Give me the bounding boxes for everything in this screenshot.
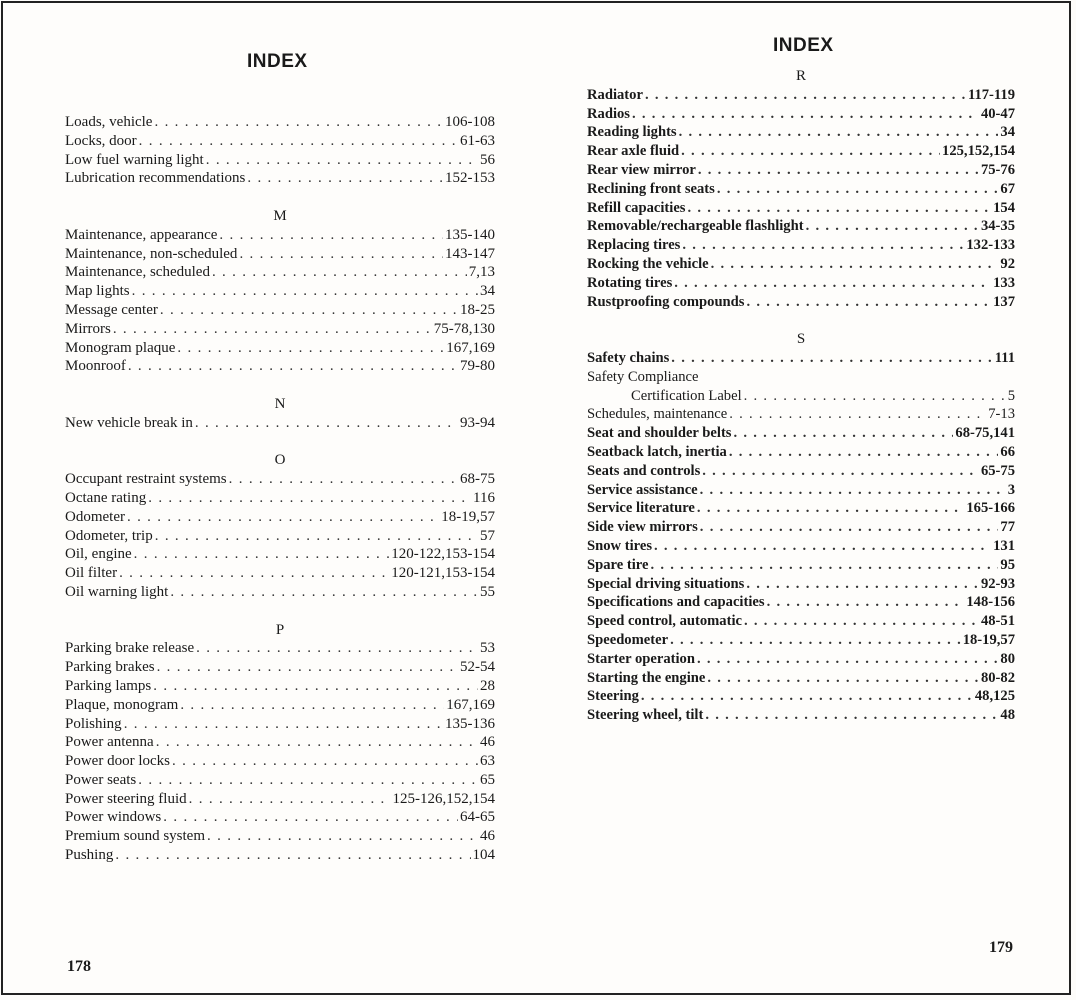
entry-pages: 34 (480, 283, 495, 300)
entry-term: Rear axle fluid (587, 143, 680, 160)
index-entry (587, 462, 1015, 481)
dot-leader (687, 199, 991, 218)
entry-term: Reclining front seats (587, 180, 715, 197)
dot-leader (746, 575, 979, 594)
entry-term: Occupant restraint systems (65, 471, 227, 488)
index-entry (587, 593, 1015, 612)
entry-pages: 75-76 (980, 161, 1015, 178)
index-entry (65, 132, 495, 151)
entry-pages: 34-35 (980, 218, 1015, 235)
dot-leader (189, 790, 391, 809)
entry-term: Message center (65, 301, 158, 318)
dot-leader (729, 443, 999, 462)
dot-leader (247, 169, 443, 188)
entry-pages: 67 (1000, 180, 1015, 197)
dot-leader (744, 612, 979, 631)
entry-term: Safety Compliance (587, 368, 699, 385)
index-entry (65, 245, 495, 264)
entry-term: Rear view mirror (587, 161, 696, 178)
index-entry (65, 658, 495, 677)
entry-term: Parking brake release (65, 640, 195, 657)
index-entry (65, 808, 495, 827)
entry-term: Steering (587, 688, 639, 705)
entry-term: Removable/rechargeable flashlight (587, 218, 804, 235)
dot-leader (115, 846, 470, 865)
entry-term: Seats and controls (587, 462, 701, 479)
entry-pages: 125-126,152,154 (392, 790, 495, 807)
entry-term: Refill capacities (587, 199, 686, 216)
dot-leader (746, 293, 991, 312)
index-entry (587, 556, 1015, 575)
dot-leader (697, 650, 998, 669)
entry-term: Replacing tires (587, 237, 681, 254)
dot-leader (744, 387, 1006, 406)
entry-pages: 3 (1007, 481, 1015, 498)
index-entry (587, 424, 1015, 443)
dot-leader (700, 518, 999, 537)
entry-term: Maintenance, appearance (65, 226, 218, 243)
entry-pages: 48 (1000, 707, 1015, 724)
index-entry (587, 405, 1015, 424)
index-entry (587, 255, 1015, 274)
entry-pages: 46 (480, 734, 495, 751)
dot-leader (767, 593, 965, 612)
index-entry (65, 696, 495, 715)
entry-term: Speedometer (587, 631, 669, 648)
dot-leader (681, 142, 940, 161)
index-column (587, 67, 1015, 725)
entry-term: Power seats (65, 771, 137, 788)
entry-pages: 117-119 (967, 86, 1015, 103)
dot-leader (650, 556, 998, 575)
dot-leader (124, 715, 443, 734)
dot-leader (157, 658, 458, 677)
index-entry (65, 226, 495, 245)
entry-pages: 95 (1000, 556, 1015, 573)
dot-leader (180, 696, 444, 715)
entry-pages: 63 (480, 753, 495, 770)
index-entry (587, 105, 1015, 124)
entry-pages: 135-136 (445, 715, 495, 732)
entry-term: Plaque, monogram (65, 696, 179, 713)
index-entry (65, 733, 495, 752)
entry-term: Maintenance, non-scheduled (65, 245, 238, 262)
entry-pages: 65 (480, 771, 495, 788)
dot-leader (119, 564, 389, 583)
entry-pages: 18-19,57 (962, 631, 1015, 648)
section-letter: R (795, 68, 806, 84)
entry-term: Radiator (587, 86, 643, 103)
entry-pages: 55 (480, 583, 495, 600)
entry-pages: 167,169 (446, 339, 495, 356)
entry-term: Premium sound system (65, 828, 206, 845)
index-entry (587, 687, 1015, 706)
index-entry (587, 217, 1015, 236)
dot-leader (733, 424, 953, 443)
entry-term: Rustproofing compounds (587, 293, 745, 310)
dot-leader (155, 527, 478, 546)
entry-pages: 48-51 (980, 613, 1015, 630)
entry-pages: 92 (1000, 255, 1015, 272)
entry-pages: 68-75,141 (955, 425, 1015, 442)
entry-pages: 77 (1000, 519, 1015, 536)
index-entry (65, 846, 495, 865)
entry-term: Steering wheel, tilt (587, 707, 704, 724)
dot-leader (196, 639, 478, 658)
index-entry (587, 161, 1015, 180)
index-entry (65, 508, 495, 527)
entry-term: Odometer, trip (65, 527, 153, 544)
index-entry (587, 612, 1015, 631)
dot-leader (195, 414, 458, 433)
page-number: 179 (989, 939, 1013, 956)
page-title: INDEX (247, 51, 308, 72)
entry-term: Schedules, maintenance (587, 406, 728, 423)
dot-leader (154, 113, 443, 132)
entry-pages: 65-75 (980, 462, 1015, 479)
index-entry (587, 481, 1015, 500)
index-entry (65, 320, 495, 339)
dot-leader (645, 86, 966, 105)
dot-leader (113, 320, 432, 339)
index-entry (587, 706, 1015, 725)
entry-term: Oil warning light (65, 583, 169, 600)
entry-term: Locks, door (65, 132, 137, 149)
entry-pages: 148-156 (966, 594, 1015, 611)
entry-pages: 104 (472, 847, 495, 864)
entry-pages: 28 (480, 677, 495, 694)
dot-leader (170, 583, 478, 602)
section-spacer (587, 311, 1015, 330)
index-entry (587, 575, 1015, 594)
dot-leader (239, 245, 443, 264)
entry-pages: 120-121,153-154 (391, 565, 495, 582)
entry-pages: 68-75 (460, 471, 495, 488)
dot-leader (134, 545, 390, 564)
entry-term: New vehicle break in (65, 414, 193, 431)
entry-term: Oil filter (65, 565, 118, 582)
index-entry (65, 169, 495, 188)
page-title: INDEX (773, 35, 834, 56)
entry-term: Speed control, automatic (587, 613, 742, 630)
section-letter: S (796, 331, 806, 348)
index-entry (65, 113, 495, 132)
entry-term: Starter operation (587, 650, 695, 667)
entry-pages: 154 (993, 199, 1015, 216)
index-entry (587, 387, 1015, 406)
entry-pages: 133 (993, 274, 1015, 291)
index-entry (587, 631, 1015, 650)
index-entry (587, 349, 1015, 368)
entry-term: Rocking the vehicle (587, 255, 709, 272)
entry-pages: 56 (480, 151, 495, 168)
dot-leader (729, 405, 986, 424)
entry-term: Loads, vehicle (65, 114, 153, 130)
index-entry (65, 583, 495, 602)
entry-pages: 165-166 (966, 500, 1015, 517)
index-entry (65, 301, 495, 320)
index-entry (587, 274, 1015, 293)
dot-leader (207, 827, 478, 846)
entry-pages: 143-147 (445, 245, 495, 262)
entry-pages: 57 (480, 527, 495, 544)
section-letter: M (273, 207, 287, 224)
index-entry (65, 790, 495, 809)
entry-pages: 75-78,130 (433, 320, 495, 337)
index-entry (65, 639, 495, 658)
entry-pages: 64-65 (460, 809, 495, 826)
dot-leader (702, 462, 979, 481)
index-entry (65, 339, 495, 358)
entry-term: Low fuel warning light (65, 151, 204, 168)
dot-leader (139, 132, 458, 151)
entry-pages: 80 (1000, 650, 1015, 667)
entry-pages: 18-25 (460, 301, 495, 318)
entry-pages: 7-13 (988, 406, 1015, 423)
entry-term: Power windows (65, 809, 162, 826)
index-entry (65, 151, 495, 170)
index-entry (65, 715, 495, 734)
section-spacer (65, 433, 495, 452)
entry-term: Service literature (587, 500, 695, 517)
entry-term: Snow tires (587, 537, 653, 554)
index-entry (587, 518, 1015, 537)
entry-pages: 40-47 (980, 105, 1015, 122)
dot-leader (641, 687, 973, 706)
entry-pages: 132-133 (966, 237, 1015, 254)
entry-term: Monogram plaque (65, 339, 176, 356)
entry-pages: 135-140 (445, 226, 495, 243)
dot-leader (674, 274, 991, 293)
index-entry (587, 293, 1015, 312)
entry-pages: 61-63 (460, 132, 495, 149)
section-letter: O (274, 452, 286, 469)
entry-term: Starting the engine (587, 669, 706, 686)
entry-term: Odometer (65, 508, 125, 525)
index-entry (587, 368, 1015, 387)
entry-pages: 137 (993, 293, 1015, 310)
section-spacer (65, 376, 495, 395)
index-entry (65, 827, 495, 846)
right-page (543, 3, 1071, 993)
section-letter: P (275, 621, 285, 638)
entry-term: Certification Label (631, 387, 742, 404)
index-entry (65, 282, 495, 301)
index-column (65, 113, 495, 865)
left-page (3, 3, 543, 993)
entry-term: Radios (587, 105, 630, 122)
entry-term: Power antenna (65, 734, 154, 751)
index-entry (587, 199, 1015, 218)
index-entry (65, 357, 495, 376)
index-entry (65, 564, 495, 583)
entry-term: Maintenance, scheduled (65, 264, 210, 281)
entry-pages: 92-93 (980, 575, 1015, 592)
entry-pages: 34 (1000, 124, 1015, 141)
entry-pages: 167,169 (446, 696, 495, 713)
index-entry (587, 443, 1015, 462)
dot-leader (132, 282, 478, 301)
index-entry (587, 537, 1015, 556)
index-entry (587, 180, 1015, 199)
entry-pages: 106-108 (445, 114, 495, 130)
entry-term: Map lights (65, 283, 130, 300)
entry-term: Special driving situations (587, 575, 745, 592)
dot-leader (671, 349, 992, 368)
entry-term: Mirrors (65, 320, 111, 337)
dot-leader (700, 481, 1006, 500)
index-entry (65, 414, 495, 433)
dot-leader (697, 499, 964, 518)
dot-leader (128, 357, 458, 376)
dot-leader (160, 301, 458, 320)
entry-pages: 18-19,57 (441, 508, 495, 525)
dot-leader (632, 105, 979, 124)
dot-leader (206, 151, 478, 170)
entry-term: Moonroof (65, 358, 126, 375)
entry-term: Safety chains (587, 349, 670, 366)
entry-pages: 120-122,153-154 (391, 546, 495, 563)
dot-leader (177, 339, 444, 358)
index-entry (587, 142, 1015, 161)
dot-leader (127, 508, 439, 527)
entry-term: Service assistance (587, 481, 698, 498)
index-entry (587, 499, 1015, 518)
section-letter: N (274, 395, 286, 412)
entry-term: Parking brakes (65, 659, 155, 676)
entry-term: Seatback latch, inertia (587, 443, 727, 460)
dot-leader (679, 123, 999, 142)
dot-leader (717, 180, 999, 199)
entry-term: Lubrication recommendations (65, 170, 246, 187)
dot-leader (148, 489, 471, 508)
entry-pages: 7,13 (468, 264, 495, 281)
dot-leader (670, 631, 961, 650)
entry-term: Specifications and capacities (587, 594, 765, 611)
dot-leader (705, 706, 998, 725)
dot-leader (153, 677, 478, 696)
entry-term: Pushing (65, 847, 114, 864)
dot-leader (698, 161, 979, 180)
index-entry (587, 123, 1015, 142)
dot-leader (654, 537, 991, 556)
entry-term: Side view mirrors (587, 519, 698, 536)
entry-pages: 5 (1007, 387, 1015, 404)
entry-pages: 46 (480, 828, 495, 845)
index-entry (587, 650, 1015, 669)
index-entry (65, 677, 495, 696)
scanned-page-spread (1, 1, 1071, 995)
entry-pages: 152-153 (445, 170, 495, 187)
entry-pages: 66 (1000, 443, 1015, 460)
index-entry (65, 752, 495, 771)
section-spacer (65, 602, 495, 621)
dot-leader (229, 470, 458, 489)
entry-term: Power door locks (65, 753, 170, 770)
entry-pages: 111 (994, 349, 1015, 366)
index-entry (65, 489, 495, 508)
index-entry (65, 527, 495, 546)
dot-leader (138, 771, 478, 790)
dot-leader (172, 752, 478, 771)
entry-pages: 116 (473, 489, 495, 506)
dot-leader (806, 217, 979, 236)
index-entry (65, 545, 495, 564)
entry-pages: 79-80 (460, 358, 495, 375)
section-spacer (65, 188, 495, 207)
index-entry (65, 771, 495, 790)
index-entry (65, 470, 495, 489)
index-entry (587, 86, 1015, 105)
entry-term: Oil, engine (65, 546, 132, 563)
dot-leader (682, 236, 964, 255)
index-entry (65, 263, 495, 282)
entry-pages: 53 (480, 640, 495, 657)
index-entry (587, 236, 1015, 255)
entry-term: Spare tire (587, 556, 649, 573)
dot-leader (212, 263, 467, 282)
entry-term: Polishing (65, 715, 122, 732)
entry-pages: 48,125 (974, 688, 1015, 705)
entry-term: Reading lights (587, 124, 677, 141)
entry-term: Rotating tires (587, 274, 673, 291)
entry-pages: 93-94 (460, 414, 495, 431)
index-entry (587, 669, 1015, 688)
entry-pages: 131 (993, 537, 1015, 554)
dot-leader (219, 226, 443, 245)
entry-term: Power steering fluid (65, 790, 187, 807)
entry-term: Octane rating (65, 489, 147, 506)
entry-term: Parking lamps (65, 677, 152, 694)
entry-term: Seat and shoulder belts (587, 425, 732, 442)
dot-leader (707, 669, 979, 688)
page-number: 178 (67, 958, 91, 975)
entry-pages: 125,152,154 (942, 143, 1015, 160)
entry-pages: 52-54 (460, 659, 495, 676)
entry-pages: 80-82 (980, 669, 1015, 686)
dot-leader (156, 733, 478, 752)
dot-leader (711, 255, 999, 274)
dot-leader (163, 808, 458, 827)
